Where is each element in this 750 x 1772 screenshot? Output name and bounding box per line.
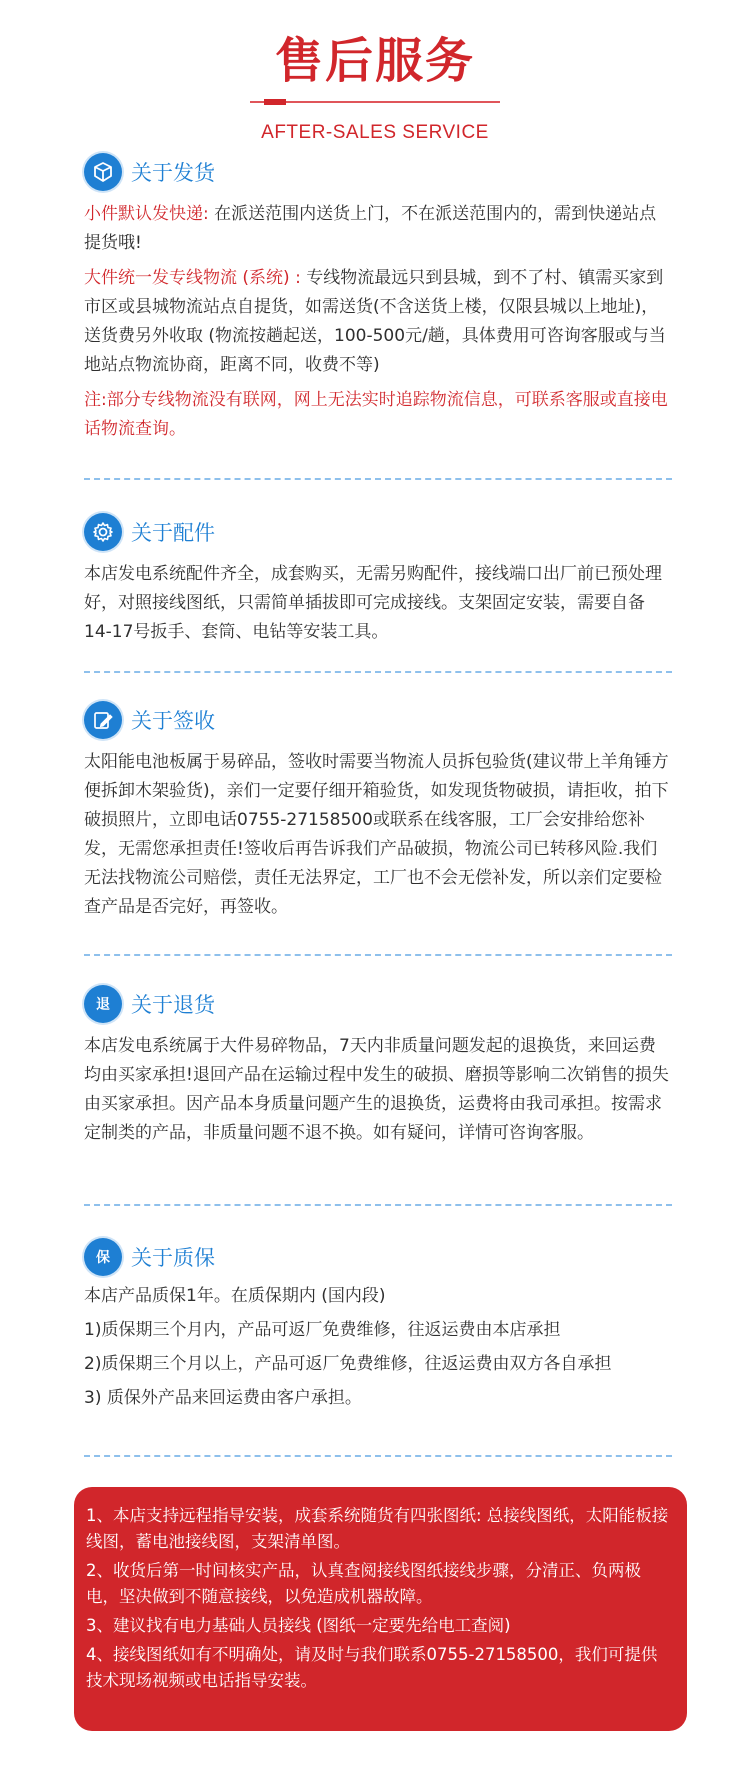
box-icon [84, 153, 122, 191]
section-header [84, 1237, 672, 1277]
title-underline [250, 101, 500, 103]
paragraph-text: 在派送范围内送货上门，不在派送范围内的，需到快递站点提货哦! [84, 204, 657, 253]
warranty-list [84, 1279, 672, 1415]
section-divider [84, 671, 672, 673]
title-underline-accent [264, 99, 286, 105]
gear-icon [84, 513, 122, 551]
section-header [84, 512, 672, 552]
section-divider [84, 954, 672, 956]
return-icon [84, 985, 122, 1023]
page-title: 售后服务 [274, 33, 475, 89]
section-warranty [84, 1237, 672, 1415]
section-body: 太阳能电池板属于易碎品，签收时需要当物流人员拆包验货(建议带上羊角锤方便拆卸木架验货)，亲们一定要仔细开箱验货，如发现货物破损，请拒收，拍下破损照片，立即电话0755-27158500或联系在线客服，工厂会安排给您补发，无需您承担责任!签收后再告诉我们产品破损，物流公司已转移风险.我们无法找物流公司赔偿，责任无法界定，工厂也不会无偿补发，所以亲们定要检查产品是否完好，再签收。 [84, 752, 669, 917]
highlight-label: 小件默认发快递: [84, 204, 209, 224]
section-parts [84, 512, 672, 647]
note-text: 注:部分专线物流没有联网，网上无法实时追踪物流信息，可联系客服或直接电话物流查询。 [84, 390, 668, 439]
section-body: 本店发电系统配件齐全，成套购买，无需另购配件，接线端口出厂前已预处理好，对照接线图纸，只需简单插拔即可完成接线。支架固定安装，需要自备14-17号扳手、套筒、电钻等安装工具。 [84, 564, 662, 642]
notice-item: 2、收货后第一时间核实产品，认真查阅接线图纸接线步骤，分清正、负两极电，坚决做到不随意接线，以免造成机器故障。 [86, 1561, 641, 1606]
notice-item: 1、本店支持远程指导安装，成套系统随货有四张图纸: 总接线图纸，太阳能板接线图，蓄电池接线图，支架清单图。 [86, 1506, 669, 1551]
warranty-shield-icon [84, 1238, 122, 1276]
page-subtitle: AFTER-SALES SERVICE [261, 122, 489, 143]
section-shipping [84, 152, 672, 450]
section-title: 关于退货 [131, 993, 215, 1017]
highlight-label: 大件统一发专线物流 (系统) : [84, 268, 301, 288]
section-divider [84, 1455, 672, 1457]
page-header [0, 0, 750, 160]
warranty-line: 2)质保期三个月以上，产品可返厂免费维修，往返运费由双方各自承担 [84, 1354, 612, 1374]
notice-item: 3、建议找有电力基础人员接线 (图纸一定要先给电工查阅) [86, 1616, 511, 1635]
paragraph-text: 专线物流最远只到县城，到不了村、镇需买家到市区或县城物流站点自提货，如需送货(不含送货上楼，仅限县城以上地址)，送货费另外收取 (物流按趟起送，100-500元/趟，具体费用可咨询客服或与当地站点物流协商，距离不同，收费不等) [84, 268, 666, 375]
section-header [84, 984, 672, 1024]
icon-glyph: 保 [96, 1250, 110, 1266]
warranty-line: 3) 质保外产品来回运费由客户承担。 [84, 1388, 362, 1408]
section-body [84, 200, 672, 444]
section-title: 关于发货 [131, 161, 215, 185]
section-divider [84, 1204, 672, 1206]
section-title: 关于配件 [131, 521, 215, 545]
section-returns [84, 984, 672, 1148]
paragraph [84, 264, 672, 380]
section-header [84, 700, 672, 740]
sign-pen-icon [84, 701, 122, 739]
section-header [84, 152, 672, 192]
section-divider [84, 478, 672, 480]
installation-notice-box [74, 1487, 687, 1731]
notice-item: 4、接线图纸如有不明确处，请及时与我们联系0755-27158500，我们可提供技术现场视频或电话指导安装。 [86, 1645, 658, 1690]
warranty-line: 1)质保期三个月内，产品可返厂免费维修，往返运费由本店承担 [84, 1320, 561, 1340]
paragraph [84, 200, 672, 258]
section-title: 关于质保 [131, 1246, 215, 1270]
section-body: 本店发电系统属于大件易碎物品，7天内非质量问题发起的退换货，来回运费均由买家承担!退回产品在运输过程中发生的破损、磨损等影响二次销售的损失由买家承担。因产品本身质量问题产生的退换货，运费将由我司承担。按需求定制类的产品，非质量问题不退不换。如有疑问，详情可咨询客服。 [84, 1036, 669, 1143]
warranty-line: 本店产品质保1年。在质保期内 (国内段) [84, 1286, 386, 1306]
section-title: 关于签收 [131, 709, 215, 733]
icon-glyph: 退 [96, 997, 110, 1013]
section-receipt [84, 700, 672, 922]
